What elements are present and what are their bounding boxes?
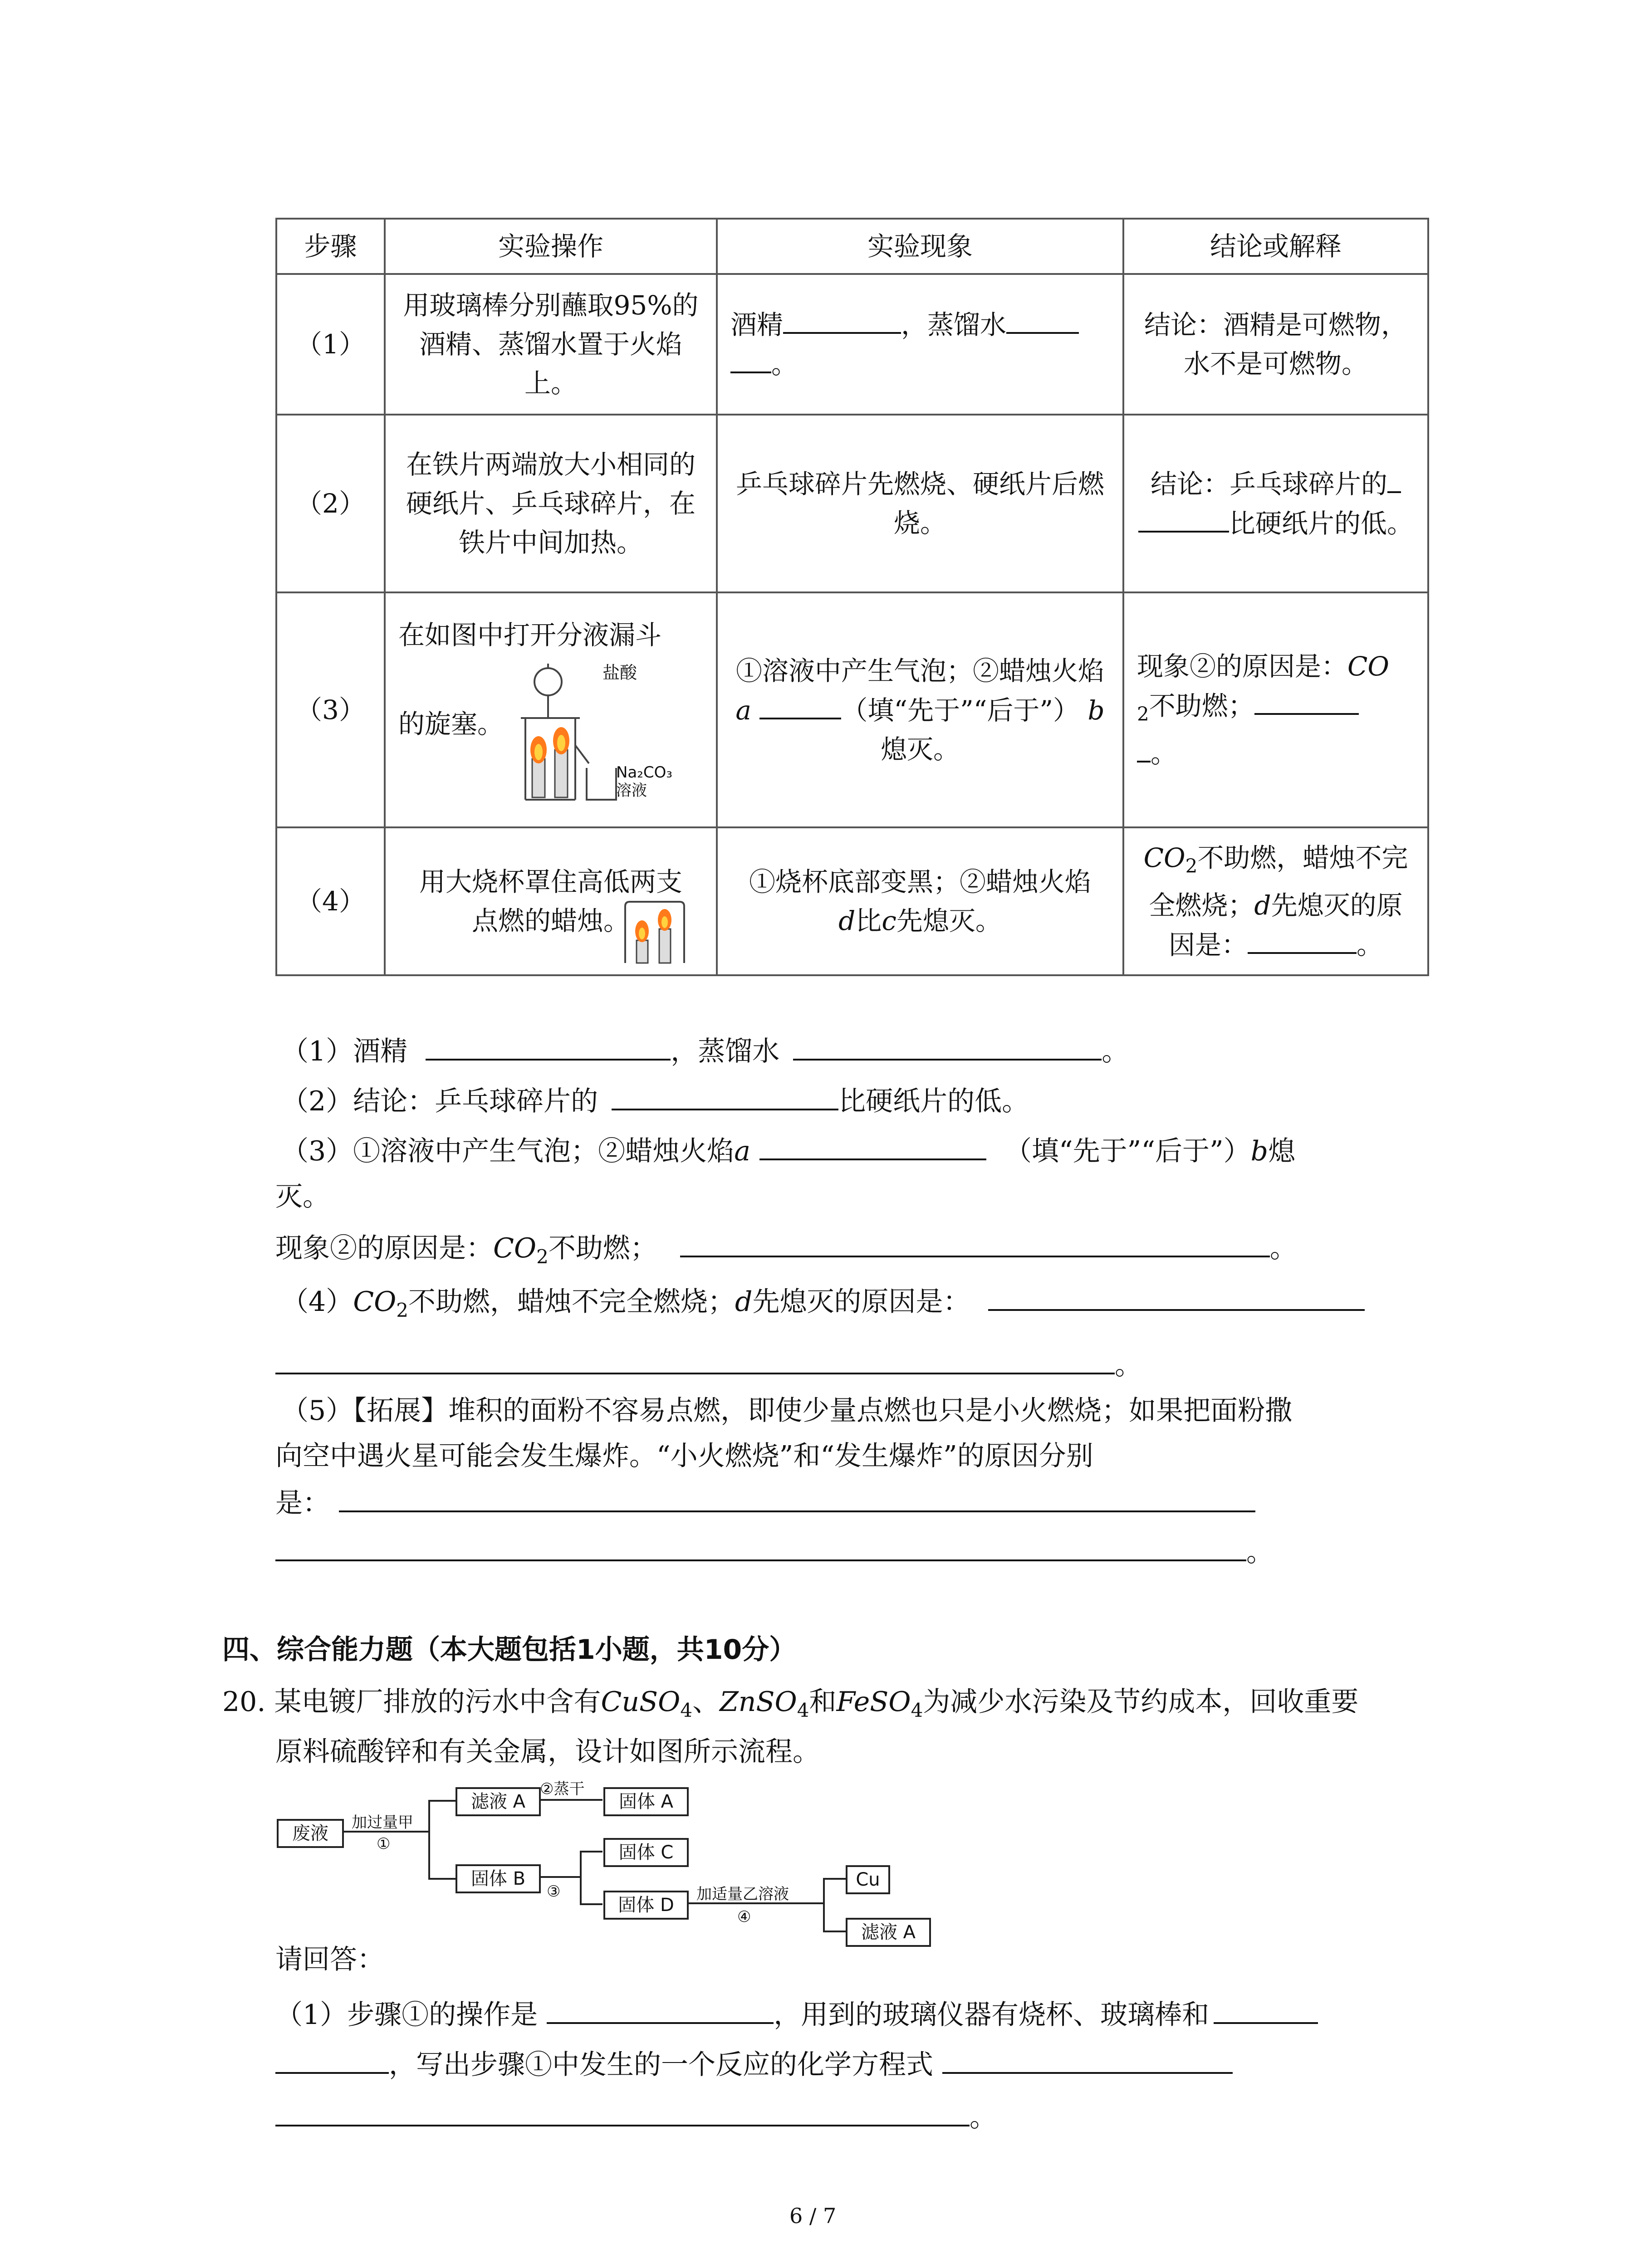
answer-blank[interactable]	[426, 1031, 671, 1061]
answer-blank[interactable]	[339, 1483, 1255, 1512]
flow-solid-c-box: 固体 C	[603, 1838, 689, 1867]
header-operation: 实验操作	[385, 219, 717, 274]
flow-waste-box: 废液	[277, 1819, 344, 1848]
candle-a	[532, 759, 545, 797]
table-row	[276, 274, 1428, 415]
answer-blank[interactable]	[1137, 733, 1151, 763]
answer-line-5: （5）【拓展】堆积的面粉不容易点燃，即使少量点燃也只是小火燃烧；如果把面粉撒	[281, 1395, 1293, 1427]
row-step: （1）	[276, 274, 385, 415]
table-row	[276, 415, 1428, 592]
header-conclusion: 结论或解释	[1123, 219, 1428, 274]
table-row	[276, 827, 1428, 975]
figure-label-solution: 溶液	[616, 782, 647, 800]
answer-blank[interactable]	[1138, 503, 1229, 533]
row-phenomenon: ①烧杯底部变黑；②蜡烛火焰 d比c先熄灭。	[717, 827, 1123, 975]
row-conclusion: 结论：乒乓球碎片的 比硬纸片的低。	[1123, 415, 1428, 592]
experiment-table	[275, 218, 1429, 976]
q20-sub1-cont: ，写出步骤①中发生的一个反应的化学方程式	[275, 2041, 1233, 2089]
header-step: 步骤	[276, 219, 385, 274]
answer-blank[interactable]	[275, 2097, 970, 2126]
row-operation: 在如图中打开分液漏斗 的旋塞。 盐酸 Na₂CO₃ 溶液	[385, 592, 717, 827]
answer-line-2: （2）结论：乒乓球碎片的 比硬纸片的低。	[281, 1078, 1029, 1125]
answer-line-4-cont: 。	[275, 1342, 1142, 1389]
question-20-text-2: 原料硫酸锌和有关金属，设计如图所示流程。	[275, 1736, 820, 1768]
answer-blank[interactable]	[1214, 1995, 1318, 2024]
answer-blank[interactable]	[1387, 464, 1401, 493]
question-20-text: 20. 某电镀厂排放的污水中含有CuSO$_4$、ZnSO$_4$和FeSO$_4$为减少水污染及节约成本，回收重要	[222, 1686, 1359, 1721]
row-operation: 用大烧杯罩住高低两支点燃的蜡烛。	[385, 827, 717, 975]
answer-blank[interactable]	[275, 2045, 389, 2074]
flow-label-evap: ②蒸干	[540, 1780, 585, 1798]
answer-blank[interactable]	[275, 1345, 1115, 1374]
figure-label-na2co3: Na₂CO₃	[616, 763, 673, 782]
answer-blank[interactable]	[759, 690, 841, 719]
answer-blank[interactable]	[783, 305, 901, 334]
flow-solid-b-box: 固体 B	[456, 1864, 541, 1893]
candle-b	[555, 750, 568, 797]
answer-blank[interactable]	[759, 1131, 986, 1160]
flow-solid-d-box: 固体 D	[603, 1891, 689, 1920]
table-row	[276, 592, 1428, 827]
page-number: 6 / 7	[789, 2204, 837, 2228]
flow-label-add-b: 加适量乙溶液	[696, 1885, 789, 1903]
answer-blank[interactable]	[730, 344, 771, 373]
section-title: 四、综合能力题（本大题包括1小题，共10分）	[222, 1634, 797, 1666]
row-conclusion: $CO_2$不助燃，蜡烛不完全燃烧；d先熄灭的原因是： 。	[1123, 827, 1428, 975]
answer-blank[interactable]	[793, 1031, 1102, 1061]
flow-filtrate-a-box: 滤液 A	[456, 1787, 541, 1816]
answer-blank[interactable]	[612, 1081, 838, 1110]
flow-label-step3: ③	[547, 1882, 561, 1901]
row-phenomenon: ①溶液中产生气泡；②蜡烛火焰a （填“先于”“后于”） b熄灭。	[717, 592, 1123, 827]
row-step: （3）	[276, 592, 385, 827]
header-phenomenon: 实验现象	[717, 219, 1123, 274]
row-step: （2）	[276, 415, 385, 592]
answer-line-5c: 是：	[275, 1480, 1255, 1527]
flow-label-add-a: 加过量甲	[352, 1813, 413, 1832]
candles-under-beaker-figure	[621, 897, 689, 965]
flow-label-step1: ①	[377, 1835, 391, 1853]
row-operation: 在铁片两端放大小相同的硬纸片、乒乓球碎片，在铁片中间加热。	[385, 415, 717, 592]
flow-filtrate-a2-box: 滤液 A	[846, 1918, 931, 1947]
answer-blank[interactable]	[1254, 686, 1359, 715]
answer-blank[interactable]	[275, 1532, 1246, 1561]
flow-label-step4: ④	[737, 1908, 751, 1926]
answer-line-5b: 向空中遇火星可能会发生爆炸。“小火燃烧”和“发生爆炸”的原因分别	[275, 1440, 1093, 1472]
flow-cu-box: Cu	[846, 1865, 890, 1894]
answer-blank[interactable]	[680, 1228, 1270, 1257]
answer-line-3: （3）①溶液中产生气泡；②蜡烛火焰a （填“先于”“后于”）b熄	[281, 1128, 1295, 1175]
q20-sub1: （1）步骤①的操作是 ，用到的玻璃仪器有烧杯、玻璃棒和	[275, 1991, 1318, 2039]
answer-blank[interactable]	[942, 2045, 1233, 2074]
answer-blank[interactable]	[988, 1282, 1365, 1311]
row-phenomenon: 乒乓球碎片先燃烧、硬纸片后燃烧。	[717, 415, 1123, 592]
answer-line-5d: 。	[275, 1529, 1274, 1576]
q20-sub1-cont2: 。	[275, 2094, 997, 2141]
flow-solid-a-box: 固体 A	[603, 1787, 689, 1816]
answer-blank[interactable]	[547, 1995, 774, 2024]
row-phenomenon: 酒精 ，蒸馏水 。	[717, 274, 1123, 415]
ask-text: 请回答：	[275, 1944, 384, 1975]
answer-line-1: （1）酒精 ，蒸馏水 。	[281, 1028, 1129, 1075]
row-step: （4）	[276, 827, 385, 975]
answer-line-4: $(4)CO_2$不助燃，蜡烛不完全燃烧；d先熄灭的原因是：	[281, 1278, 1365, 1334]
row-conclusion: 结论：酒精是可燃物，水不是可燃物。	[1123, 274, 1428, 415]
row-conclusion: 现象②的原因是：CO $_2$不助燃； 。	[1123, 592, 1428, 827]
answer-blank[interactable]	[1248, 925, 1357, 954]
answer-line-3-cont: 灭。	[275, 1181, 330, 1212]
figure-label-hcl: 盐酸	[603, 663, 637, 683]
answer-line-3b: 现象②的原因是：$CO_2$不助燃； 。	[275, 1225, 1297, 1281]
answer-blank[interactable]	[1006, 305, 1079, 334]
row-operation: 用玻璃棒分别蘸取95%的酒精、蒸馏水置于火焰上。	[385, 274, 717, 415]
table-header-row	[276, 219, 1428, 274]
